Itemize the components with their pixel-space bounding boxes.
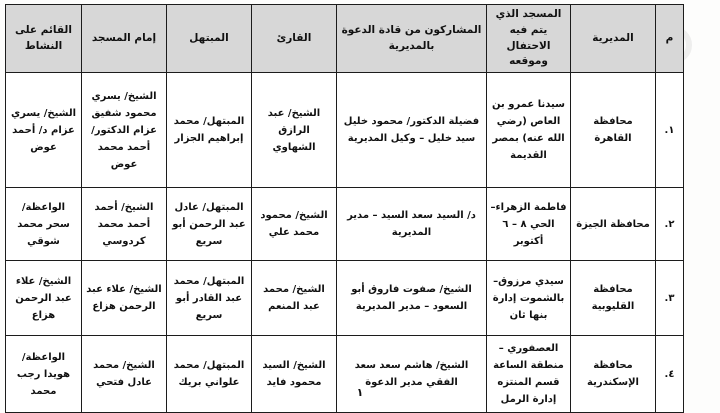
table-header bbox=[6, 5, 684, 73]
table-cell: الشيخ/ عبد الرازق الشهاوي bbox=[252, 73, 337, 188]
table-cell: الشيخ/ علاء عبد الرحمن هزاع bbox=[6, 261, 82, 336]
table-cell: ١. bbox=[656, 73, 684, 188]
table-cell: المبتهل/ محمد إبراهيم الجزار bbox=[167, 73, 252, 188]
table-cell: ٣. bbox=[656, 261, 684, 336]
table-cell: الشيخ/ محمد عبد المنعم bbox=[252, 261, 337, 336]
table-cell: فضيلة الدكتور/ محمود خليل سيد خليل – وكيل المديرية bbox=[337, 73, 487, 188]
table-cell: محافظة الإسكندرية bbox=[571, 336, 656, 413]
col-directorate: المديرية bbox=[571, 5, 656, 73]
table-cell: الشيخ/ أحمد أحمد محمد كردوسي bbox=[82, 188, 167, 261]
col-reader: القارئ bbox=[252, 5, 337, 73]
header-row bbox=[6, 5, 684, 73]
table-cell: الشيخ/ محمود محمد علي bbox=[252, 188, 337, 261]
table-cell: المبتهل/ محمد علواني بريك bbox=[167, 336, 252, 413]
table-cell: الواعظة/ هويدا رجب محمد bbox=[6, 336, 82, 413]
table-cell: فاطمة الزهراء– الحي ٨ – ٦ أكتوبر bbox=[487, 188, 571, 261]
table-cell: الشيخ/ يسري عزام د/ أحمد عوض bbox=[6, 73, 82, 188]
table-cell: سيدي مرزوق– بالشموت إدارة بنها ثان bbox=[487, 261, 571, 336]
table-row bbox=[6, 73, 684, 188]
table-cell: ٢. bbox=[656, 188, 684, 261]
col-imam: إمام المسجد bbox=[82, 5, 167, 73]
table-row bbox=[6, 188, 684, 261]
table-cell: الشيخ/ هاشم سعد سعد الفقي مدير الدعوة bbox=[337, 336, 487, 413]
table-cell: الشيخ/ صفوت فاروق أبو السعود – مدير المديرية bbox=[337, 261, 487, 336]
table-cell: الواعظة/ سحر محمد شوقي bbox=[6, 188, 82, 261]
table-cell: محافظة القليوبية bbox=[571, 261, 656, 336]
table-body bbox=[6, 73, 684, 413]
table-cell: الشيخ/ يسري محمود شفيق عزام الدكتور/ أحمد محمد عوض bbox=[82, 73, 167, 188]
celebration-schedule-table bbox=[5, 4, 684, 413]
table-cell: الشيخ/ محمد عادل فتحي bbox=[82, 336, 167, 413]
page-number: ١ bbox=[356, 386, 364, 399]
col-mosque: المسجد الذي يتم فيه الاحتفال وموقعه bbox=[487, 5, 571, 73]
table-cell: محافظة القاهرة bbox=[571, 73, 656, 188]
table-cell: الشيخ/ علاء عبد الرحمن هزاع bbox=[82, 261, 167, 336]
table-cell: محافظة الجيزة bbox=[571, 188, 656, 261]
table-cell: المبتهل/ محمد عبد القادر أبو سريع bbox=[167, 261, 252, 336]
table-cell: المبتهل/ عادل عبد الرحمن أبو سريع bbox=[167, 188, 252, 261]
table-row bbox=[6, 261, 684, 336]
table-cell: الشيخ/ السيد محمود فايد bbox=[252, 336, 337, 413]
table-row bbox=[6, 336, 684, 413]
table-cell: ٤. bbox=[656, 336, 684, 413]
col-participants: المشاركون من قادة الدعوة بالمديرية bbox=[337, 5, 487, 73]
col-organizer: القائم على النشاط bbox=[6, 5, 82, 73]
col-num: م bbox=[656, 5, 684, 73]
table-cell: العصفوري – منطقة الساعة قسم المنتزه إدارة الرمل bbox=[487, 336, 571, 413]
table-cell: د/ السيد سعد السيد – مدير المديرية bbox=[337, 188, 487, 261]
col-supplicant: المبتهل bbox=[167, 5, 252, 73]
table-cell: سيدنا عمرو بن العاص (رضي الله عنه) بمصر القديمة bbox=[487, 73, 571, 188]
